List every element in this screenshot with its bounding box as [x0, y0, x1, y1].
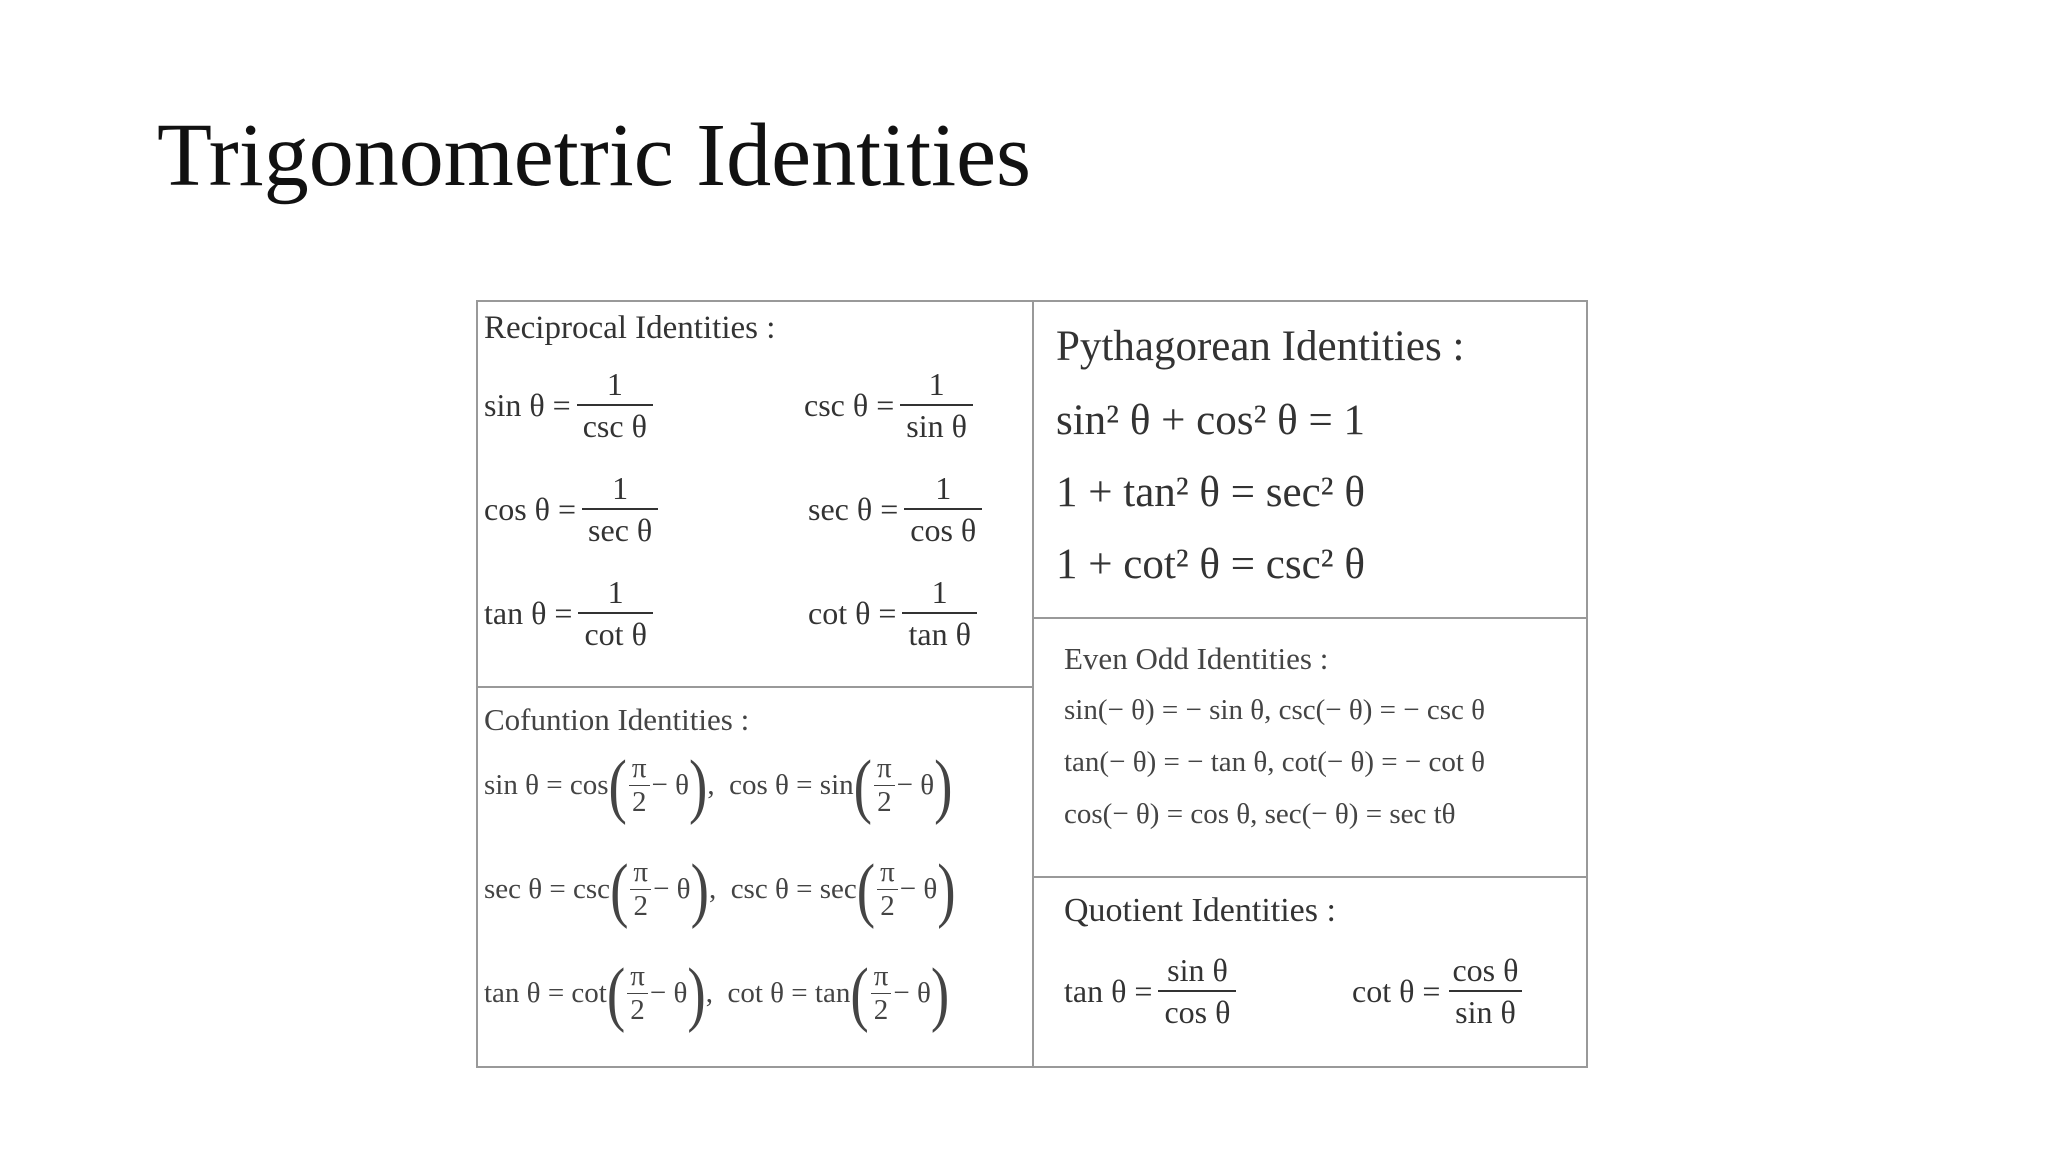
cofunction-row-1: sin θ = cos ( $\frac{\pi}{2}$ − θ ) , cos θ = sin ( $\frac{\pi}{2}$ − θ ): [484, 745, 953, 826]
eq-num: 1: [931, 574, 948, 610]
pi-symbol: π: [877, 858, 898, 890]
eq-num: 1: [606, 366, 623, 402]
cofunction-row-3: tan θ = cot ( $\frac{\pi}{2}$ − θ ) , cot θ = tan ( $\frac{\pi}{2}$ − θ ): [484, 953, 950, 1034]
cofunction-title: Cofuntion Identities :: [484, 702, 750, 737]
cofunction-lhs: sin θ = cos: [484, 769, 609, 801]
eq-lhs: sin θ =: [484, 386, 571, 423]
eq-lhs: sec θ =: [808, 490, 899, 527]
quotient-cot: [1352, 954, 1524, 1028]
even-odd-line-3: cos(− θ) = cos θ, sec(− θ) = sec tθ: [1064, 798, 1456, 830]
minus-theta: − θ: [899, 873, 938, 905]
eq-num: cos θ: [1452, 952, 1519, 988]
two-symbol: 2: [630, 994, 645, 1026]
identities-table: [476, 300, 1588, 1068]
eq-den: csc θ: [577, 404, 653, 442]
pythagorean-line-2: 1 + tan² θ = sec² θ: [1056, 469, 1365, 516]
reciprocal-csc: [804, 368, 973, 442]
quotient-panel: [1034, 878, 1588, 1066]
quotient-tan: [1064, 954, 1236, 1028]
pythagorean-line-3: 1 + cot² θ = csc² θ: [1056, 541, 1365, 588]
even-odd-panel: [1034, 619, 1588, 876]
reciprocal-title: Reciprocal Identities :: [484, 310, 776, 346]
eq-den: tan θ: [902, 612, 976, 650]
pythagorean-line-1: sin² θ + cos² θ = 1: [1056, 397, 1365, 444]
two-symbol: 2: [873, 994, 889, 1026]
reciprocal-cos: [484, 472, 658, 546]
eq-den: sec θ: [582, 508, 658, 546]
pythagorean-title: Pythagorean Identities :: [1056, 323, 1465, 370]
pi-symbol: π: [627, 962, 648, 994]
cofunction-lhs: sec θ = csc: [484, 873, 611, 905]
cofunction-rhs: csc θ = sec: [730, 873, 857, 905]
two-symbol: 2: [877, 786, 892, 818]
eq-lhs: csc θ =: [804, 386, 895, 423]
slide-title: Trigonometric Identities: [157, 106, 1032, 205]
eq-den: sin θ: [1449, 990, 1522, 1028]
eq-den: cos θ: [1158, 990, 1236, 1028]
eq-num: 1: [928, 366, 945, 402]
even-odd-title: Even Odd Identities :: [1064, 641, 1329, 676]
cofunction-rhs: cos θ = sin: [729, 769, 854, 801]
eq-lhs: cos θ =: [484, 490, 577, 527]
cofunction-row-2: sec θ = csc ( $\frac{\pi}{2}$ − θ ) , csc θ = sec ( $\frac{\pi}{2}$ − θ ): [484, 849, 956, 930]
two-symbol: 2: [880, 890, 895, 922]
reciprocal-tan: [484, 576, 653, 650]
cofunction-panel: [478, 688, 1032, 1066]
minus-theta: − θ: [653, 873, 691, 905]
reciprocal-sec: [808, 472, 982, 546]
minus-theta: − θ: [651, 769, 690, 801]
minus-theta: − θ: [893, 977, 931, 1009]
pi-symbol: π: [629, 754, 650, 786]
reciprocal-sin: [484, 368, 653, 442]
even-odd-line-1: sin(− θ) = − sin θ, csc(− θ) = − csc θ: [1064, 694, 1486, 726]
eq-den: sin θ: [900, 404, 973, 442]
eq-den: cot θ: [578, 612, 652, 650]
pi-symbol: π: [630, 858, 651, 890]
quotient-title: Quotient Identities :: [1064, 892, 1336, 929]
pythagorean-panel: [1034, 302, 1588, 617]
eq-num: sin θ: [1167, 952, 1228, 988]
minus-theta: − θ: [649, 977, 688, 1009]
reciprocal-panel: [478, 302, 1032, 686]
two-symbol: 2: [633, 890, 648, 922]
eq-num: 1: [612, 470, 629, 506]
cofunction-lhs: tan θ = cot: [484, 977, 607, 1009]
minus-theta: − θ: [896, 769, 935, 801]
eq-lhs: tan θ =: [1064, 972, 1153, 1009]
pi-symbol: π: [874, 754, 895, 786]
eq-num: 1: [935, 470, 952, 506]
pi-symbol: π: [871, 962, 892, 994]
two-symbol: 2: [631, 786, 647, 818]
reciprocal-cot: [808, 576, 977, 650]
eq-num: 1: [607, 574, 624, 610]
cofunction-rhs: cot θ = tan: [727, 977, 851, 1009]
eq-lhs: tan θ =: [484, 594, 573, 631]
eq-lhs: cot θ =: [1352, 972, 1441, 1009]
eq-den: cos θ: [904, 508, 982, 546]
even-odd-line-2: tan(− θ) = − tan θ, cot(− θ) = − cot θ: [1064, 746, 1486, 778]
eq-lhs: cot θ =: [808, 594, 897, 631]
